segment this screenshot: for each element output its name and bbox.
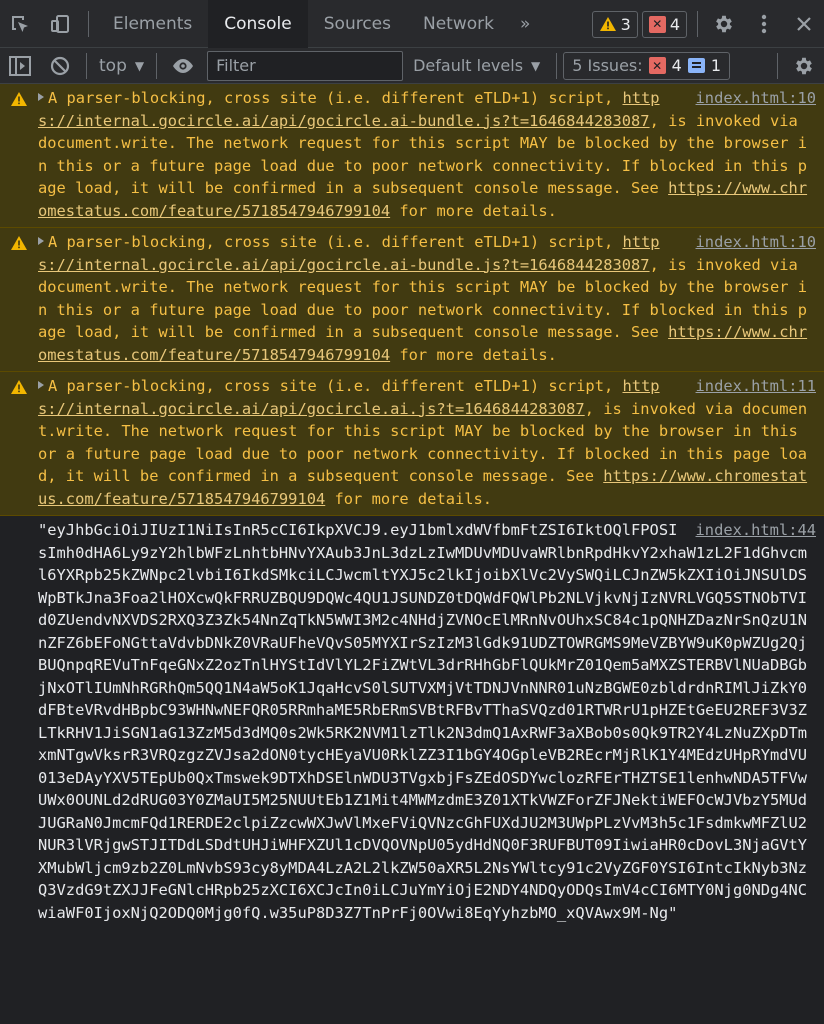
- console-toolbar: [0, 48, 824, 84]
- close-devtools-icon[interactable]: [784, 0, 824, 48]
- warnings-count-button[interactable]: [592, 11, 638, 38]
- expand-triangle-icon[interactable]: [38, 237, 44, 245]
- live-expression-eye-icon[interactable]: [163, 48, 203, 84]
- message-source-link[interactable]: index.html:11: [695, 377, 816, 395]
- tab-elements[interactable]: Elements: [113, 13, 193, 34]
- message-text-start: A parser-blocking, cross site (i.e. different eTLD+1) script,: [48, 377, 623, 395]
- console-settings-gear-icon[interactable]: [784, 48, 824, 84]
- context-label: top: [99, 55, 127, 76]
- toolbar-divider: [556, 53, 557, 79]
- console-warning-message: [0, 228, 824, 372]
- chromestatus-link[interactable]: https://www.chromestatus.com/feature/5718547946799104: [38, 179, 808, 220]
- message-text-end: for more details.: [390, 201, 557, 220]
- message-text-start: A parser-blocking, cross site (i.e. different eTLD+1) script,: [48, 233, 623, 251]
- tab-network[interactable]: Network: [423, 13, 494, 34]
- warning-count: 3: [620, 14, 631, 34]
- expand-triangle-icon[interactable]: [38, 381, 44, 389]
- dropdown-arrow-icon: ▼: [134, 58, 145, 73]
- script-url-link[interactable]: https://internal.gocircle.ai/api/gocircle.ai.js?t=1646844283087: [38, 377, 660, 418]
- dropdown-arrow-icon: ▼: [531, 58, 541, 73]
- context-selector[interactable]: [93, 56, 150, 76]
- show-sidebar-icon[interactable]: [0, 48, 40, 84]
- toolbar-divider: [697, 11, 698, 37]
- device-toolbar-icon[interactable]: [40, 0, 80, 48]
- console-warning-message: [0, 372, 824, 516]
- expand-triangle-icon[interactable]: [38, 93, 44, 101]
- message-source-link[interactable]: index.html:44: [695, 521, 816, 539]
- log-levels-label: Default levels: [413, 56, 524, 75]
- console-warning-message: [0, 84, 824, 228]
- error-icon: ✕: [649, 57, 666, 74]
- message-text-body: , is invoked via document.write. The network request for this script MAY be blocked by the browser in this or a future page load due to poor network connectivity. If blocked in this page load, it will be confirmed in a subsequent console message. See: [38, 399, 808, 485]
- issues-button[interactable]: [563, 52, 730, 80]
- jwt-token-string: "eyJhbGciOiJIUzI1NiIsInR5cCI6IkpXVCJ9.eyJ1bmlxdWVfbmFtZSI6IktOQlFPOSIsImh0dHA6Ly9zY2hlbWFzLnhtbHNvYXAub3JnL3dzLzIwMDUvMDUvaWRlbnRpdHkvY2xhaW1zL2F1dGhvcml6YXRpb25kZWNpc2lvbiI6IkdSMkciLCJwcmltYXJ5c2lkIjoibXlVc2VySWQiLCJnZW5kZXIiOiJNSUlDSWpBTkJna3Foa2lHOXcwQkFRRUZBQU9DQWc4QU1JSUNDZ0tDQWdFQWlPb2NLVjkvNjIzNVRLVGQ5STNObTVId0ZUendvNXVDS2RXQ3Z3Zk54NnZqTkN5WWI3M2c4NHdjZVNOcElMRnNvOUhxSC84c1pQNHZDazNrSnQzU1NnZFZ6bEFoNGttaVdvbDNkZ0VRaUFheVQvS05MYXIrSzIzM3lGdk91UDZTOWRGMS9MeVZBYW9uK0pWZUg2QjBUQnpqREVuTnFqeGNxZ2ozTnlHYStIdVlYL2FiZWtVL3drRHhGbFlQUkMrZ01Qem5aMXZSTERBVlNUaDBGbjNxOTlIUmNhRGRhQm5QQ1N4aW5oK1JqaHcvS0lSUTVXMjVtTDNJVnNNR01uNzBGWE0zbldrdnRIMlJiZkY0dFBteVRvdHBpbC93WHNwNEFQR05RRmhaME5RbERmSVBtRFBvTThaSVQzd01RTWRrU1pHZEtGeEU2REF3V3ZLTkRHV1JiSGN1aG13ZzM5d3dMQ0s2Wk5RK2NVM1lzTlk2N3dmQ1AxRWF3aXBob0s0Qk9TR2Y4LzNuZXpDTmxmNTgwVksrR3VRQzgzZVJsa2dON0tycHEyaVU0RklZZ3I1bGY4OGpleVB2REcrMjRlK1Y4MEdzUHpRYmdVU013eDAyYXV5TEpUb0QxTmswek9DTXhDSElnWDU3TVgxbjFsZEdOSDYwclozRFErTHZTSE1lenhwNDA5TFVwUWx0OUNLd2dRUG03Y0ZMaUI5M25NUUtEb1Z1Mit4MWMzdmE3Z01XTkVWZForZFJNektiWEFOcWJVbzY5MUdJUGRaN0JmcmFQd1RERDE2clpiZzcwWXJwVlMxeFViQVNzcGhFUXdJU2M3UWpPLzVvM3h5c1FsdmkwMFZlU2NUR3lVRjgwSTJITDdLSDdtUHJiWHFXZUl1cDVQOVNpU05ydHdNQ0F3RUFBUT09IiwiaHR0cDovL3NjaGVtYXMubWljcm9zb2Z0LmNvbS93cy8yMDA4LzA2L2lkZW50aXR5L2NsYWltcy91c2VyZGF0YSI6IntcIkNyb3NzQ3VzdG9tZXJJFeGNlcHRpb25zXCI6XCJcIn0iLCJuYmYiOjE2NDY4NDQyODQsImV4cCI6MTY0Njg0NDg4NCwiaWF0IjoxNjQ2ODQ0Mjg0fQ.w35uP8D3Z7TnPrFj0OVwi8EqYyhzbMO_xQVAwx9M-Ng": [38, 521, 808, 922]
- console-messages: [0, 84, 824, 929]
- error-count: 4: [669, 14, 680, 34]
- tab-sources[interactable]: Sources: [323, 13, 391, 34]
- message-text-end: for more details.: [325, 489, 493, 508]
- script-url-link[interactable]: https://internal.gocircle.ai/api/gocircle.ai-bundle.js?t=1646844283087: [38, 233, 660, 274]
- devtools-tabbar: [0, 0, 824, 48]
- warning-icon: [10, 379, 28, 395]
- more-tabs-button[interactable]: »: [519, 13, 531, 34]
- tab-console[interactable]: Console: [208, 0, 308, 48]
- info-icon: [688, 58, 705, 73]
- message-text-body: , is invoked via document.write. The network request for this script MAY be blocked by the browser in this or a future page load due to poor network connectivity. If blocked in this page load, it will be confirmed in a subsequent console message. See: [38, 111, 808, 197]
- filter-input[interactable]: [207, 51, 403, 81]
- settings-gear-icon[interactable]: [704, 0, 744, 48]
- errors-count-button[interactable]: [642, 11, 687, 38]
- toolbar-divider: [88, 11, 89, 37]
- toolbar-divider: [156, 53, 157, 79]
- message-text-start: A parser-blocking, cross site (i.e. different eTLD+1) script,: [48, 89, 623, 107]
- error-icon: ✕: [649, 16, 666, 33]
- issues-error-count: 4: [671, 56, 682, 75]
- issues-label: 5 Issues:: [572, 56, 643, 75]
- chromestatus-link[interactable]: https://www.chromestatus.com/feature/5718547946799104: [38, 467, 808, 508]
- log-levels-dropdown[interactable]: [403, 56, 550, 75]
- issues-info-count: 1: [710, 56, 722, 75]
- message-text-end: for more details.: [390, 345, 557, 364]
- more-options-icon[interactable]: [744, 0, 784, 48]
- toolbar-divider: [86, 53, 87, 79]
- toolbar-divider: [777, 53, 778, 79]
- message-source-link[interactable]: index.html:10: [695, 233, 816, 251]
- script-url-link[interactable]: https://internal.gocircle.ai/api/gocircle.ai-bundle.js?t=1646844283087: [38, 89, 660, 130]
- chromestatus-link[interactable]: https://www.chromestatus.com/feature/5718547946799104: [38, 323, 808, 364]
- clear-console-icon[interactable]: [40, 48, 80, 84]
- inspect-element-icon[interactable]: [0, 0, 40, 48]
- message-source-link[interactable]: index.html:10: [695, 89, 816, 107]
- console-log-message: [0, 516, 824, 929]
- message-text-body: , is invoked via document.write. The network request for this script MAY be blocked by the browser in this or a future page load due to poor network connectivity. If blocked in this page load, it will be confirmed in a subsequent console message. See: [38, 255, 808, 341]
- warning-icon: [10, 91, 28, 107]
- warning-icon: [599, 16, 617, 32]
- warning-icon: [10, 235, 28, 251]
